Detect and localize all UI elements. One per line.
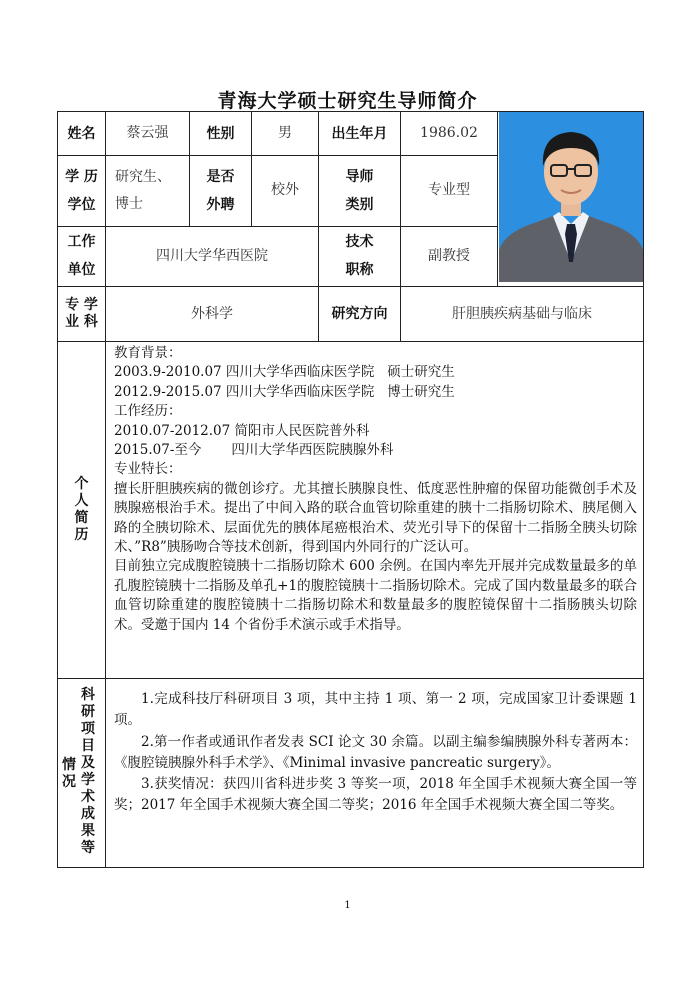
major-value: 外科学 bbox=[106, 287, 319, 342]
research-item: 1.完成科技厅科研项目 3 项，其中主持 1 项、第一 2 项，完成国家卫计委课题 1 项。 bbox=[114, 691, 637, 729]
research-content bbox=[106, 679, 644, 868]
resume-line: 2010.07-2012.07 简阳市人民医院普外科 bbox=[114, 422, 370, 439]
major-label: 专 学 业 科 bbox=[58, 287, 106, 342]
resume-label: 个 人 简 历 bbox=[58, 342, 106, 679]
portrait-photo bbox=[498, 112, 644, 287]
name-label: 姓名 bbox=[58, 112, 106, 156]
professional-title-label: 技术 职称 bbox=[319, 226, 401, 286]
work-unit-value: 四川大学华西医院 bbox=[106, 226, 319, 286]
gender-label: 性别 bbox=[190, 112, 252, 156]
supervisor-type-label: 导师 类别 bbox=[319, 156, 401, 227]
resume-content bbox=[106, 342, 644, 679]
resume-line: 教育背景： bbox=[114, 345, 182, 361]
profile-table bbox=[57, 111, 644, 868]
research-label: 情 况 科 研 项 目 及 学 术 成 果 等 bbox=[58, 679, 106, 868]
resume-line: 2012.9-2015.07 四川大学华西临床医学院 博士研究生 bbox=[114, 383, 455, 400]
resume-line: 2003.9-2010.07 四川大学华西临床医学院 硕士研究生 bbox=[114, 364, 455, 381]
research-direction-label: 研究方向 bbox=[319, 287, 401, 342]
gender-value: 男 bbox=[252, 112, 319, 156]
research-item: 2.第一作者或通讯作者发表 SCI 论文 30 余篇。以副主编参编胰腺外科专著两本：《腹腔镜胰腺外科手术学》、《Minimal invasive pancreatic surgery》。 bbox=[114, 733, 637, 771]
external-hire-label: 是否 外聘 bbox=[190, 156, 252, 227]
resume-line: 2015.07-至今 四川大学华西医院胰腺外科 bbox=[114, 442, 394, 459]
supervisor-type-value: 专业型 bbox=[401, 156, 498, 227]
expertise-paragraph: 擅长肝胆胰疾病的微创诊疗。尤其擅长胰腺良性、低度恶性肿瘤的保留功能微创手术及胰腺癌根治手术。提出了中间入路的联合血管切除重建的胰十二指肠切除术、胰尾侧入路的全胰切除术、层面优先的胰体尾癌根治术、荧光引导下的保留十二指肠全胰头切除术、”R8”胰肠吻合等技术创新，得到国内外同行的广泛认可。 bbox=[114, 480, 637, 556]
birth-label: 出生年月 bbox=[319, 112, 401, 156]
resume-line: 工作经历： bbox=[114, 403, 182, 420]
birth-value: 1986.02 bbox=[401, 112, 498, 156]
professional-title-value: 副教授 bbox=[401, 226, 498, 286]
education-value: 研究生、 博士 bbox=[106, 156, 190, 227]
work-unit-label: 工作 单位 bbox=[58, 226, 106, 286]
portrait-image bbox=[499, 112, 643, 282]
research-direction-value: 肝胆胰疾病基础与临床 bbox=[401, 287, 644, 342]
achievement-paragraph: 目前独立完成腹腔镜胰十二指肠切除术 600 余例。在国内率先开展并完成数量最多的单孔腹腔镜胰十二指肠及单孔+1的腹腔镜胰十二指肠切除术。完成了国内数量最多的联合血管切除重建的腹腔镜胰十二指肠切除术和数量最多的腹腔镜保留十二指肠胰头切除术。受邀于国内 14 个省份手术演示或手术指导。 bbox=[114, 558, 637, 633]
page-number: 1 bbox=[344, 900, 351, 911]
research-item: 3.获奖情况：获四川省科进步奖 3 等奖一项，2018 年全国手术视频大赛全国一等奖；2017 年全国手术视频大赛全国二等奖；2016 年全国手术视频大赛全国二等奖。 bbox=[114, 776, 637, 814]
page-title: 青海大学硕士研究生导师简介 bbox=[217, 90, 478, 112]
name-value: 蔡云强 bbox=[106, 112, 190, 156]
external-hire-value: 校外 bbox=[252, 156, 319, 227]
education-label: 学 历 学位 bbox=[58, 156, 106, 227]
resume-line: 专业特长： bbox=[114, 461, 182, 478]
